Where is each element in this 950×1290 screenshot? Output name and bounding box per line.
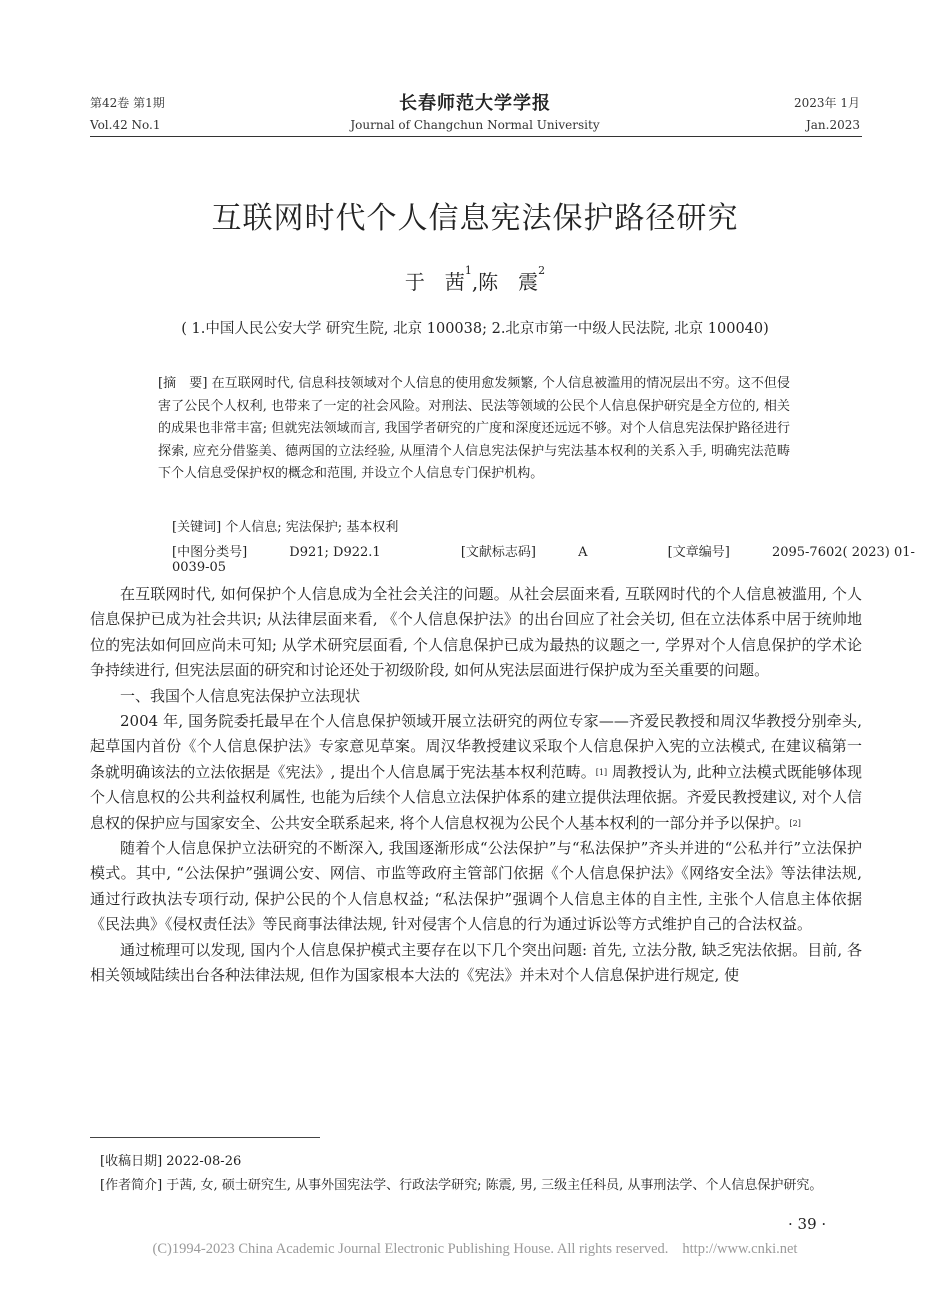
page-number: · 39 · bbox=[788, 1215, 827, 1233]
classification-line bbox=[172, 541, 950, 575]
volume-en: Vol.42 No.1 bbox=[90, 118, 161, 132]
journal-title-en: Journal of Changchun Normal University bbox=[350, 118, 600, 132]
author-1: 于 茜 bbox=[404, 270, 465, 294]
author-1-sup: 1 bbox=[464, 264, 472, 277]
clc-label: [中图分类号] bbox=[172, 545, 248, 560]
cnki-link[interactable]: http://www.cnki.net bbox=[682, 1241, 798, 1257]
doc-code-label: [文献标志码] bbox=[460, 545, 536, 560]
footnote-received bbox=[100, 1150, 241, 1169]
author-separator: , bbox=[471, 270, 479, 294]
citation-1: [1] bbox=[595, 767, 608, 777]
paragraph-2 bbox=[90, 709, 862, 836]
paragraph-2-part-a: 2004 年, 国务院委托最早在个人信息保护领域开展立法研究的两位专家——齐爱民教授和周汉华教授分别牵头, 起草国内首份《个人信息保护法》专家意见草案。周汉华教授建议采取个人信息保护入宪的立法模式, 在建议稿第一条就明确该法的立法依据是《宪法》, 提出个人信息属于宪法基本权利范畴。 bbox=[90, 712, 862, 781]
paragraph-3: 随着个人信息保护立法研究的不断深入, 我国逐渐形成“公法保护”与“私法保护”齐头并进的“公私并行”立法保护模式。其中, “公法保护”强调公安、网信、市监等政府主管部门依据《个人信息保护法》《网络安全法》等法律法规, 通过行政执法专项行动, 保护公民的个人信息权益; “私法保护”强调个人信息主体的自主性, 主张个人信息主体依据《民法典》《侵权责任法》等民商事法律法规, 针对侵害个人信息的行为通过诉讼等方式维护自己的合法权益。 bbox=[90, 839, 862, 934]
paragraph-1: 在互联网时代, 如何保护个人信息成为全社会关注的问题。从社会层面来看, 互联网时代的个人信息被滥用, 个人信息保护已成为社会共识; 从法律层面来看, 《个人信息保护法》的出台回应了社会关切, 但在立法体系中居于统帅地位的宪法如何回应尚未可知; 从学术研究层面看, 个人信息保护已成为最热的议题之一, 学界对个人信息保护的学术论争持续进行, 但宪法层面的研究和讨论还处于初级阶段, 如何从宪法层面进行保护成为至关重要的问题。 bbox=[90, 585, 862, 680]
keywords bbox=[172, 516, 398, 535]
paragraph-2-part-b: 周教授认为, 此种立法模式既能够体现个人信息权的公共利益权利属性, 也能为后续个人信息立法保护体系的建立提供法理依据。齐爱民教授建议, 对个人信息权的保护应与国家安全、公共安全联系起来, 将个人信息权视为公民个人基本权利的一部分并予以保护。 bbox=[90, 762, 862, 832]
body-text bbox=[90, 582, 862, 989]
article-number-label: [文章编号] bbox=[667, 545, 730, 560]
article-number-value: 2095-7602( 2023) 01-0039-05 bbox=[172, 545, 915, 575]
author-line bbox=[0, 266, 950, 295]
keywords-text: 个人信息; 宪法保护; 基本权利 bbox=[221, 520, 399, 535]
received-label: [收稿日期] bbox=[100, 1154, 163, 1169]
keywords-label: [关键词] bbox=[172, 520, 222, 535]
footnote-rule bbox=[90, 1137, 320, 1138]
abstract-label: [摘 要] bbox=[158, 376, 208, 391]
doc-code bbox=[461, 545, 626, 560]
date-cn: 2023年 1月 bbox=[794, 96, 860, 110]
author-2: 陈 震 bbox=[478, 270, 539, 294]
citation-2: [2] bbox=[789, 818, 801, 828]
affiliation: ( 1.中国人民公安大学 研究生院, 北京 100038; 2.北京市第一中级人民法院, 北京 100040) bbox=[181, 321, 769, 337]
article-title: 互联网时代个人信息宪法保护路径研究 bbox=[211, 201, 739, 236]
author-2-sup: 2 bbox=[538, 264, 546, 277]
volume-cn: 第42卷 第1期 bbox=[90, 96, 165, 110]
author-info-value: 于茜, 女, 硕士研究生, 从事外国宪法学、行政法学研究; 陈震, 男, 三级主任科员, 从事刑法学、个人信息保护研究。 bbox=[162, 1178, 823, 1193]
doc-code-value: A bbox=[573, 545, 588, 560]
copyright-line bbox=[0, 1241, 950, 1258]
abstract-text: 在互联网时代, 信息科技领域对个人信息的使用愈发频繁, 个人信息被滥用的情况层出不穷。这不但侵害了公民个人权利, 也带来了一定的社会风险。对刑法、民法等领域的公民个人信息保护研究是全方位的, 相关的成果也非常丰富; 但就宪法领域而言, 我国学者研究的广度和深度还远远不够。对个人信息宪法保护路径进行探索, 应充分借鉴美、德两国的立法经验, 从厘清个人信息宪法保护与宪法基本权利的关系入手, 明确宪法范畴下个人信息受保护权的概念和范围, 并设立个人信息专门保护机构。 bbox=[158, 376, 790, 482]
received-value: 2022-08-26 bbox=[162, 1154, 242, 1169]
section-heading-1: 一、我国个人信息宪法保护立法现状 bbox=[120, 686, 361, 705]
paragraph-4: 通过梳理可以发现, 国内个人信息保护模式主要存在以下几个突出问题: 首先, 立法分散, 缺乏宪法依据。目前, 各相关领域陆续出台各种法律法规, 但作为国家根本大法的《宪法》并未对个人信息保护进行规定, 使 bbox=[90, 940, 862, 985]
copyright-text: (C)1994-2023 China Academic Journal Electronic Publishing House. All rights reserved. bbox=[152, 1241, 669, 1257]
clc-value: D921; D922.1 bbox=[285, 545, 381, 560]
clc bbox=[172, 545, 419, 560]
abstract bbox=[158, 373, 790, 486]
author-info-label: [作者简介] bbox=[100, 1178, 163, 1193]
footnote-author-info bbox=[100, 1174, 822, 1193]
date-en: Jan.2023 bbox=[805, 118, 860, 132]
journal-title-cn: 长春师范大学学报 bbox=[399, 93, 551, 114]
header-rule bbox=[90, 136, 862, 137]
